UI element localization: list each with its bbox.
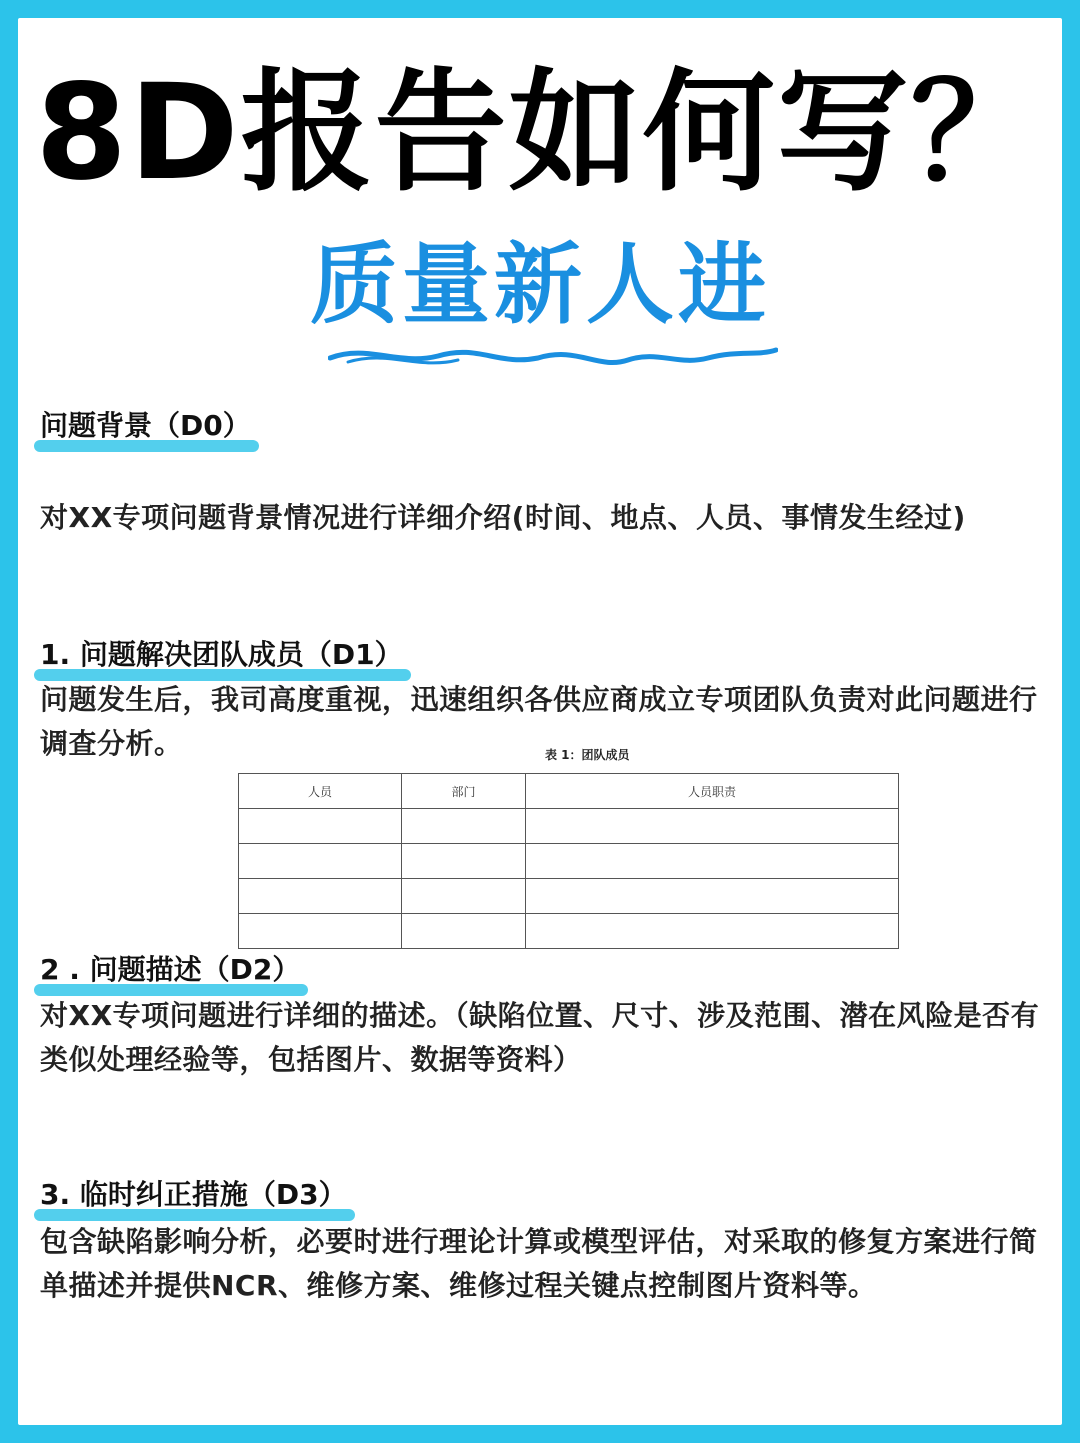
section-d2-body: 对XX专项问题进行详细的描述。（缺陷位置、尺寸、涉及范围、潜在风险是否有类似处理经验等，包括图片、数据等资料） — [40, 999, 1040, 1076]
section-d2 — [40, 950, 300, 990]
section-d3-body: 包含缺陷影响分析，必要时进行理论计算或模型评估，对采取的修复方案进行简单描述并提供NCR、维修方案、维修过程关键点控制图片资料等。 — [40, 1225, 1038, 1302]
table-cell — [402, 844, 526, 879]
table-header-row — [239, 774, 899, 809]
table-header-cell: 人员职责 — [526, 774, 899, 809]
section-d2-heading-text: 2 . 问题描述（D2） — [40, 953, 301, 986]
table-cell — [526, 809, 899, 844]
table-row — [239, 879, 899, 914]
section-d1-heading-text: 1. 问题解决团队成员（D1） — [40, 638, 403, 671]
section-d0-heading-text: 问题背景（D0） — [40, 409, 251, 442]
wave-divider-icon — [328, 336, 778, 376]
table-row — [239, 809, 899, 844]
table-header-cell: 部门 — [402, 774, 526, 809]
section-d3-heading-text: 3. 临时纠正措施（D3） — [40, 1178, 347, 1211]
table-cell — [239, 844, 402, 879]
section-d1-heading — [40, 635, 403, 675]
table-cell — [526, 914, 899, 949]
section-d0-body: 对XX专项问题背景情况进行详细介绍(时间、地点、人员、事情发生经过) — [40, 501, 966, 534]
table-cell — [402, 809, 526, 844]
table-caption: 表 1：团队成员 — [545, 748, 630, 762]
team-members-table — [238, 773, 899, 949]
table-cell — [526, 844, 899, 879]
section-d3-heading — [40, 1175, 347, 1215]
table-cell — [239, 879, 402, 914]
section-d2-heading — [40, 950, 300, 990]
table-cell — [239, 914, 402, 949]
table-cell — [402, 879, 526, 914]
table-cell — [239, 809, 402, 844]
section-d1-body: 问题发生后，我司高度重视，迅速组织各供应商成立专项团队负责对此问题进行调查分析。 — [40, 683, 1038, 760]
table-row — [239, 914, 899, 949]
section-d0-heading — [40, 406, 251, 446]
page-subtitle: 质量新人进 — [309, 233, 770, 336]
table-header-cell: 人员 — [239, 774, 402, 809]
table-row — [239, 844, 899, 879]
poster-card — [18, 18, 1062, 1425]
section-d1 — [40, 635, 403, 675]
section-d0 — [40, 406, 251, 446]
page-title: 8D报告如何写？ — [35, 56, 1045, 210]
section-d3 — [40, 1175, 347, 1215]
table-cell — [526, 879, 899, 914]
table-cell — [402, 914, 526, 949]
